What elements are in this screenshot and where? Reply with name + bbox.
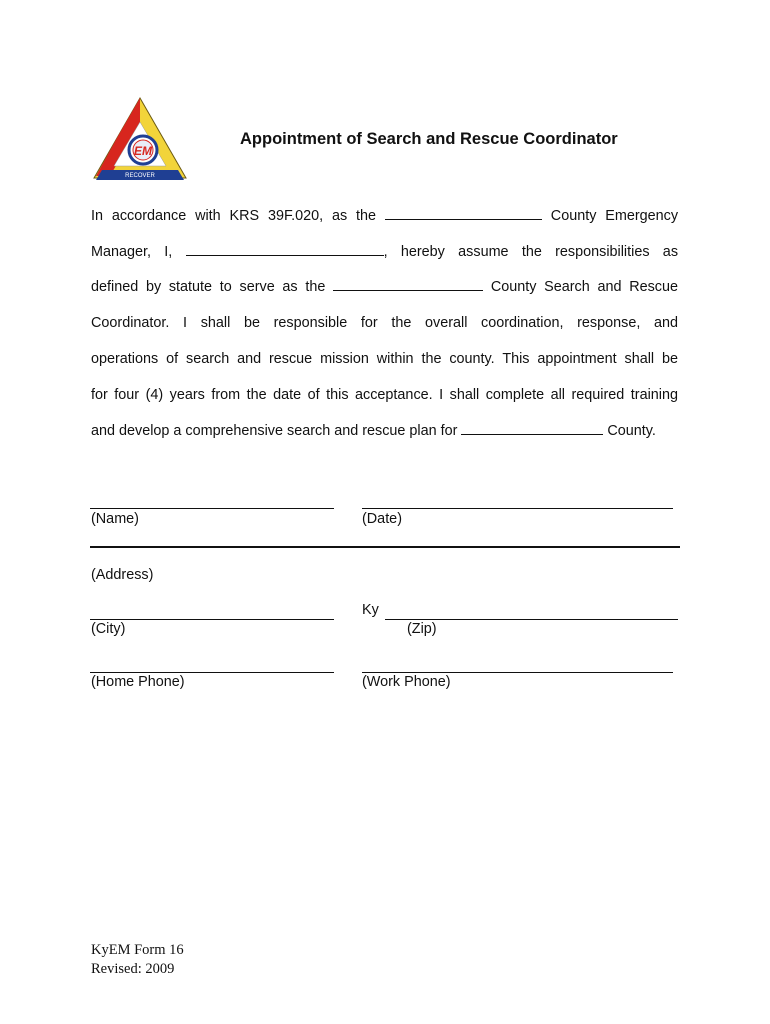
sar-county-blank[interactable] [333, 278, 483, 291]
work-phone-line[interactable] [362, 672, 673, 673]
state-prefix: Ky [362, 602, 379, 618]
revised-date: Revised: 2009 [91, 961, 175, 977]
name-line[interactable] [90, 508, 334, 509]
zip-line[interactable] [385, 619, 678, 620]
county-name-blank[interactable] [385, 207, 542, 220]
date-label: (Date) [362, 511, 402, 527]
plan-county-blank[interactable] [461, 422, 603, 435]
body-line-5: operations of search and rescue mission within the county. This appointment shall be [91, 351, 678, 367]
logo-center-text: EM [134, 144, 152, 158]
page-title: Appointment of Search and Rescue Coordinator [240, 130, 618, 148]
body-line-3: defined by statute to serve as the County Search and Rescue [91, 279, 679, 295]
logo-bottom-text: RECOVER [125, 173, 155, 179]
home-phone-label: (Home Phone) [91, 674, 185, 690]
body-line-2: Manager, I, , hereby assume the responsibilities as [91, 244, 679, 260]
address-label: (Address) [91, 567, 154, 583]
city-line[interactable] [90, 619, 334, 620]
work-phone-label: (Work Phone) [362, 674, 451, 690]
manager-name-blank[interactable] [186, 243, 384, 256]
body-line-1: In accordance with KRS 39F.020, as the County Emergency [91, 208, 679, 224]
date-line[interactable] [362, 508, 673, 509]
name-label: (Name) [91, 511, 139, 527]
form-id: KyEM Form 16 [91, 942, 184, 958]
body-line-7: and develop a comprehensive search and rescue plan for County. [91, 423, 656, 439]
em-triangle-logo [92, 96, 188, 182]
zip-label: (Zip) [407, 621, 437, 637]
address-line[interactable] [90, 546, 680, 548]
city-label: (City) [91, 621, 126, 637]
body-line-6: for four (4) years from the date of this acceptance. I shall complete all required training [91, 387, 678, 403]
body-line-4: Coordinator. I shall be responsible for the overall coordination, response, and [91, 315, 678, 331]
home-phone-line[interactable] [90, 672, 334, 673]
